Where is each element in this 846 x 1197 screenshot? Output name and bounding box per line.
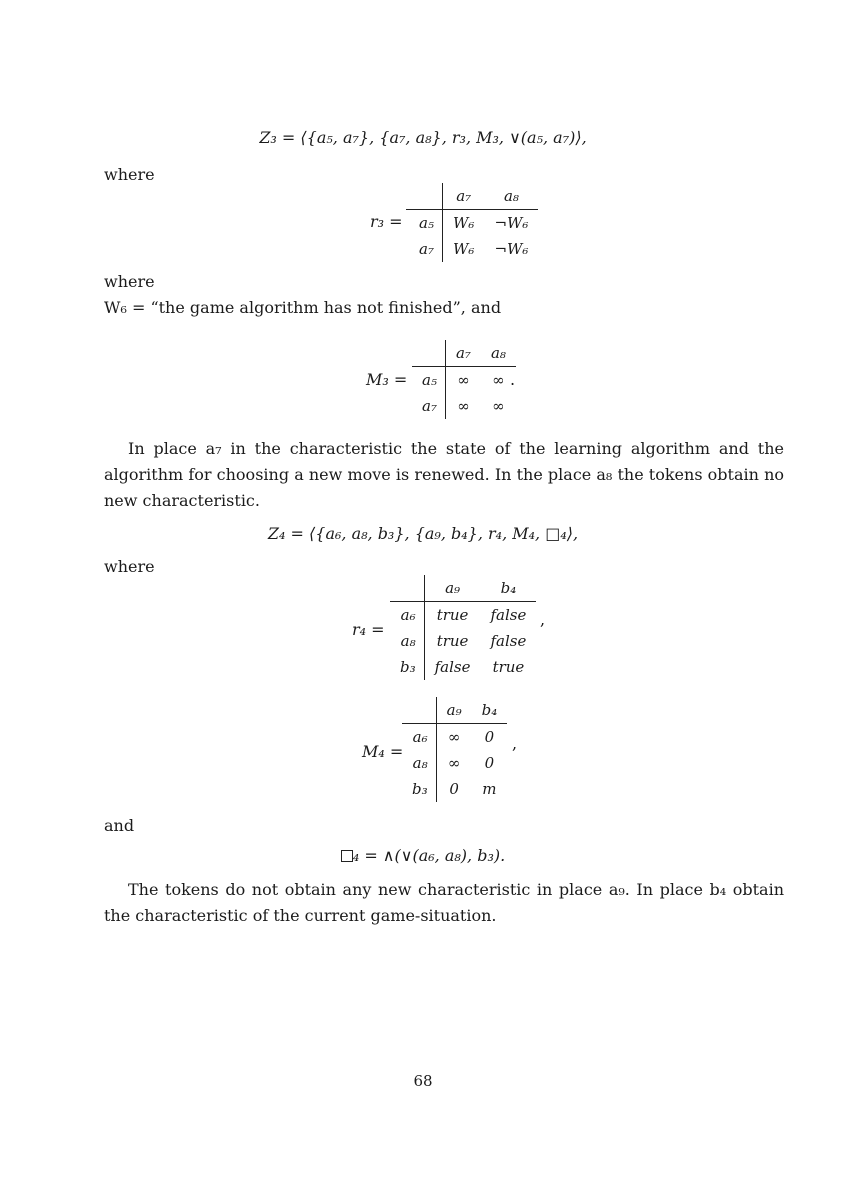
r4-cell: true (436, 632, 469, 650)
r3-matrix (406, 183, 538, 262)
paragraph-place-a9: The tokens do not obtain any new characteristic in place a₉. In place b₄ obtain the characteristic of the current game-situation. (104, 880, 784, 925)
equation-box4 (0, 846, 846, 865)
m4-row-head-2: b₃ (402, 776, 436, 802)
m3-trailing-punct: . (510, 370, 516, 389)
r4-cell: false (490, 606, 527, 624)
r3-label: r₃ = (370, 212, 403, 231)
equation-z4: Z₄ = ⟨{a₆, a₈, b₃}, {a₉, b₄}, r₄, M₄, □₄⟩, (267, 524, 579, 543)
m4-label: M₄ = (362, 742, 404, 761)
m3-col-1: a₈ (481, 340, 516, 367)
equation-z3: Z₃ = ⟨{a₅, a₇}, {a₇, a₈}, r₃, M₃, ∨(a₅, a₇)⟩, (259, 128, 587, 147)
equation-box4-text: ₄ = ∧(∨(a₆, a₈), b₃). (352, 846, 506, 865)
m4-matrix (402, 697, 507, 802)
m3-label: M₃ = (366, 370, 408, 389)
r4-label: r₄ = (352, 620, 385, 639)
where-label-1: where (104, 165, 155, 184)
r4-cell: true (492, 658, 525, 676)
m4-cell: ∞ (447, 754, 461, 772)
where-label-3: where (104, 557, 155, 576)
r4-trailing-punct: , (540, 610, 546, 629)
r3-cell: ¬W₆ (494, 214, 529, 232)
r3-cell: ¬W₆ (494, 240, 529, 258)
r4-row-head-2: b₃ (390, 654, 424, 680)
m4-cell: m (482, 780, 497, 798)
paragraph-place-a7: In place a₇ in the characteristic the state of the learning algorithm and the algorithm for choosing a new move is renewed. In the place a₈ the tokens obtain no new characteristic. (104, 439, 784, 510)
r3-row-head-0: a₅ (406, 210, 443, 237)
m4-cell: 0 (484, 754, 495, 772)
r4-col-0: a₉ (424, 575, 480, 602)
m4-col-1: b₄ (472, 697, 508, 724)
m3-cell: ∞ (492, 397, 505, 415)
m3-cell: ∞ (457, 371, 470, 389)
r3-col-0: a₇ (443, 183, 485, 210)
r4-row-head-0: a₆ (390, 602, 424, 629)
r4-row-head-1: a₈ (390, 628, 424, 654)
m4-cell: ∞ (447, 728, 461, 746)
m4-trailing-punct: , (512, 734, 518, 753)
box-operator-icon (341, 850, 353, 862)
r3-col-1: a₈ (484, 183, 538, 210)
m3-col-0: a₇ (445, 340, 480, 367)
m3-cell: ∞ (457, 397, 470, 415)
m3-cell: ∞ (492, 371, 505, 389)
r4-cell: true (436, 606, 469, 624)
m4-cell: 0 (449, 780, 459, 798)
m3-row-head-1: a₇ (412, 393, 445, 419)
r3-cell: W₆ (453, 214, 475, 232)
m4-col-0: a₉ (436, 697, 471, 724)
m3-matrix (412, 340, 516, 419)
and-label: and (104, 816, 135, 835)
w6-definition: W₆ = “the game algorithm has not finished”, and (104, 298, 502, 317)
m4-cell: 0 (484, 728, 495, 746)
r4-cell: false (490, 632, 527, 650)
m3-row-head-0: a₅ (412, 367, 445, 394)
m4-row-head-1: a₈ (402, 750, 436, 776)
r4-cell: false (434, 658, 471, 676)
r3-cell: W₆ (453, 240, 475, 258)
page-number: 68 (413, 1072, 433, 1090)
r3-row-head-1: a₇ (406, 236, 443, 262)
r4-col-1: b₄ (481, 575, 537, 602)
where-label-2: where (104, 272, 155, 291)
r4-matrix (390, 575, 536, 680)
m4-row-head-0: a₆ (402, 724, 436, 751)
